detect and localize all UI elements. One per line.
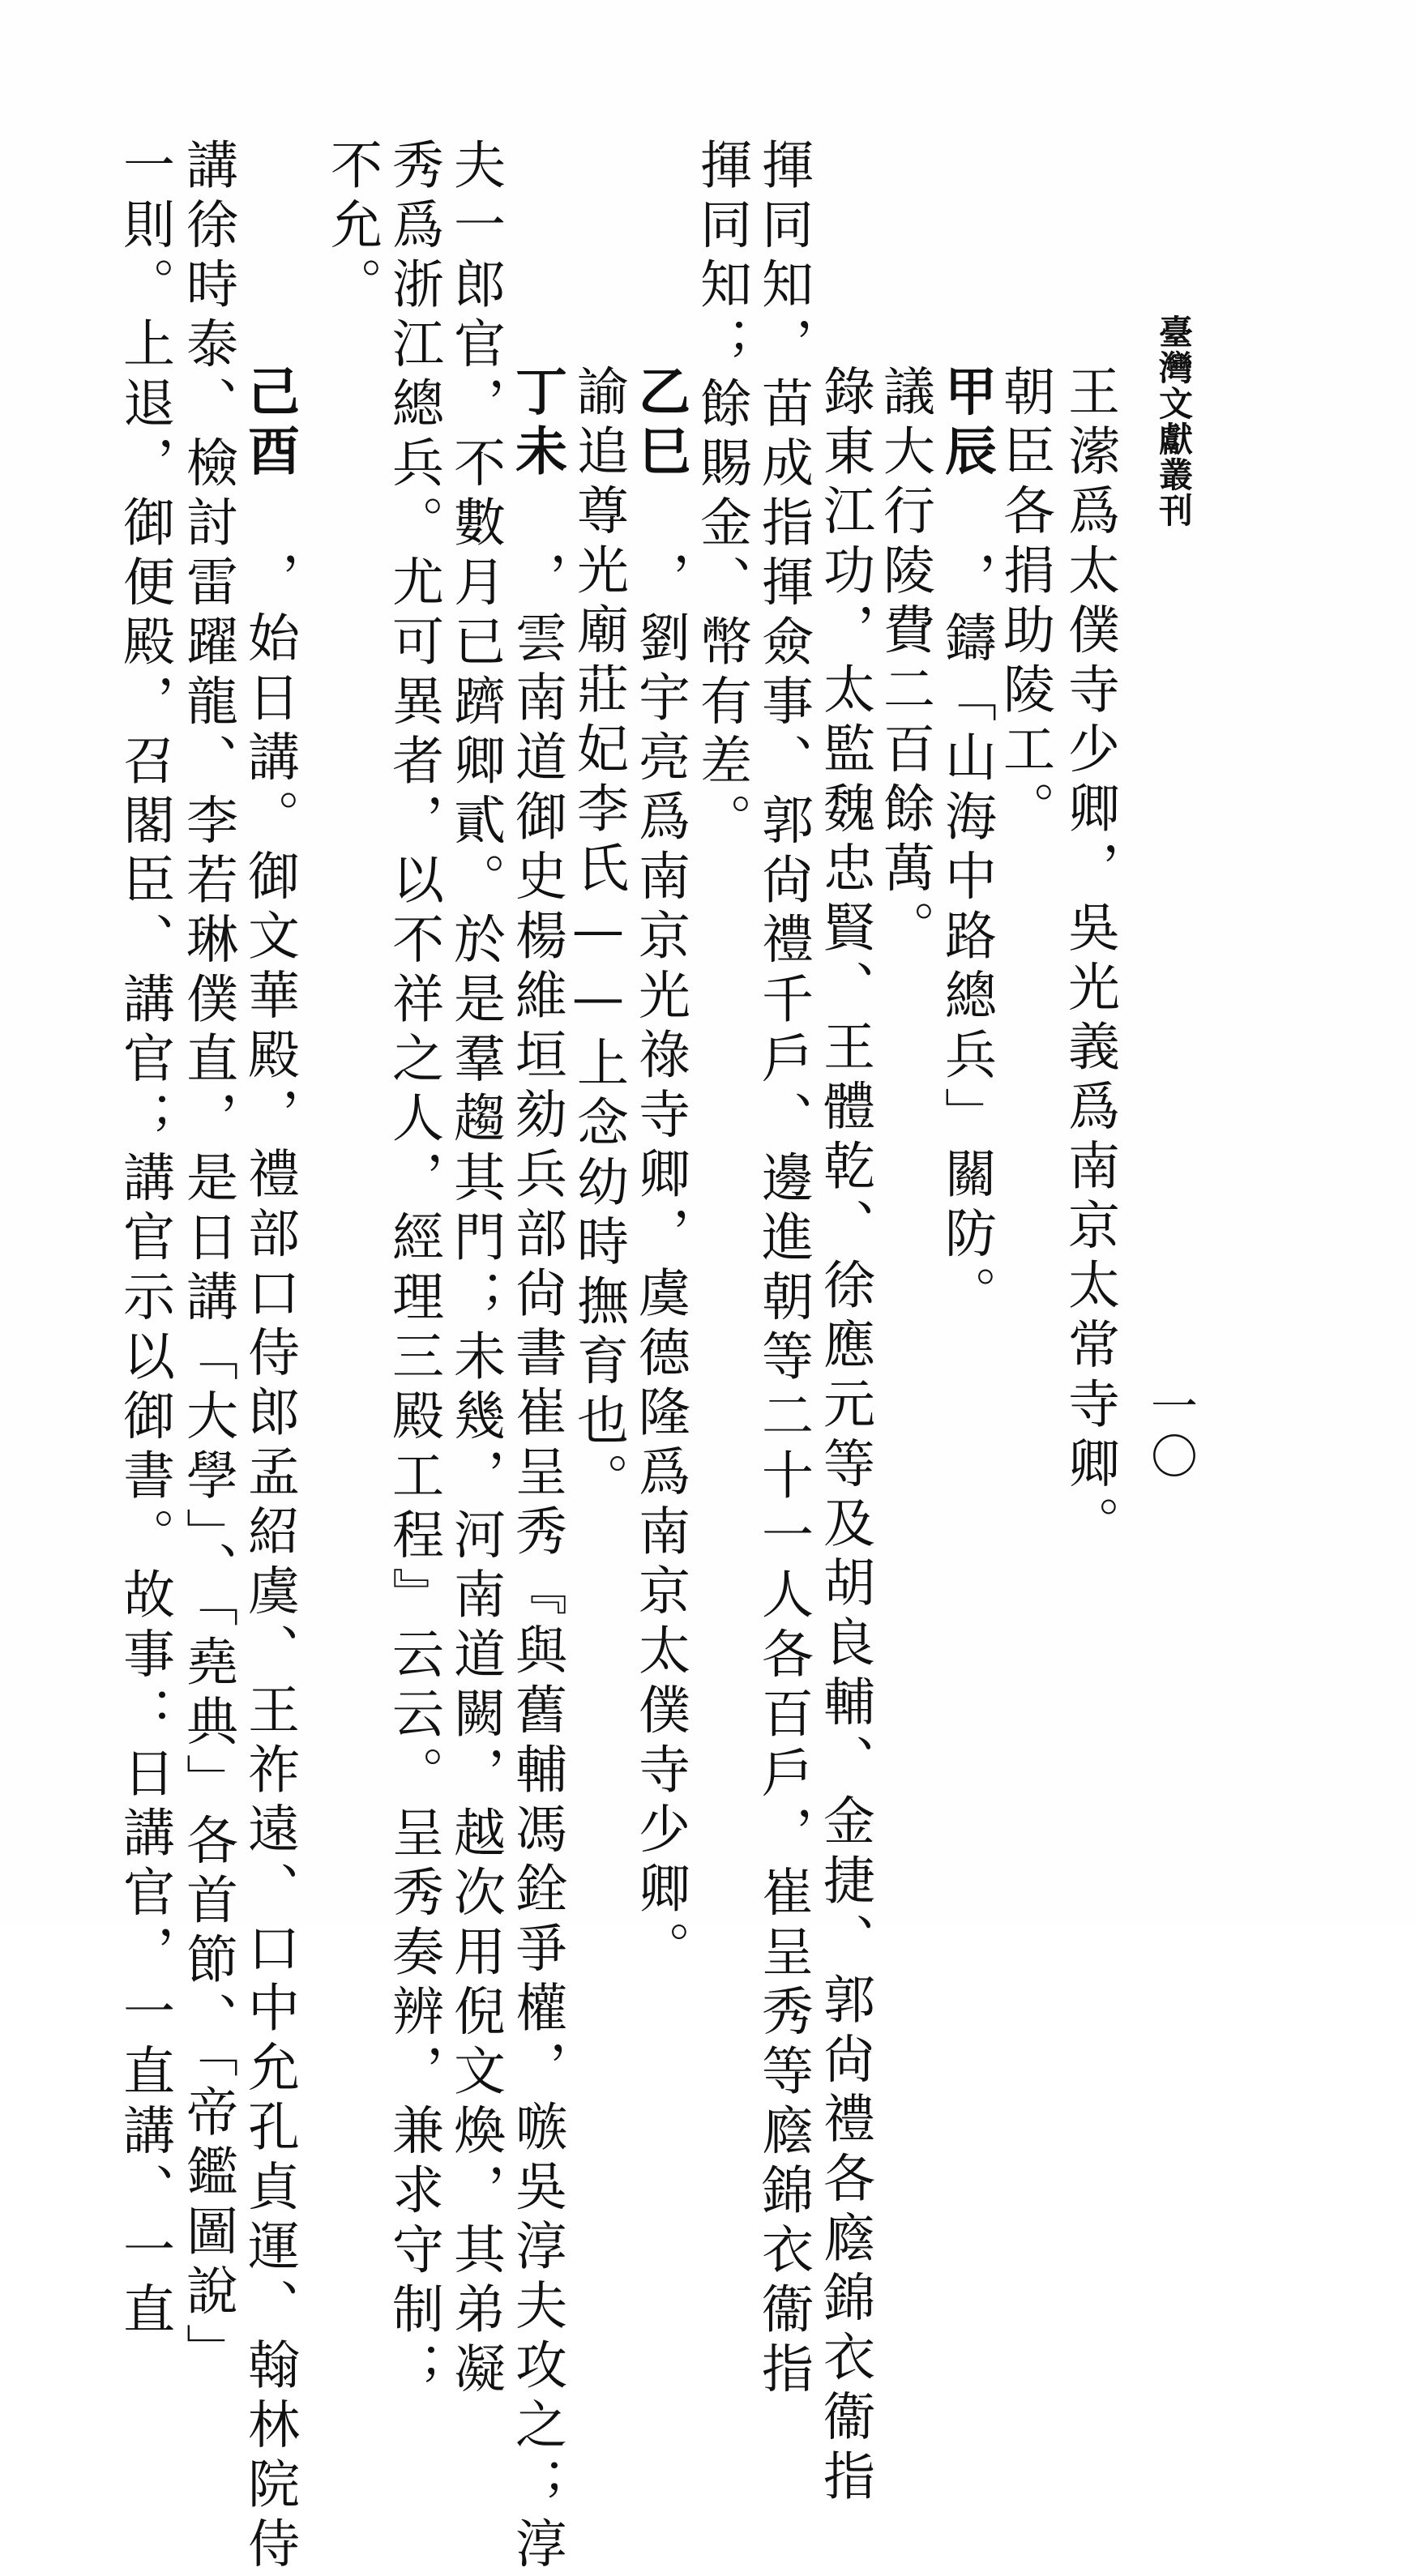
text-column-15 [177,138,237,2383]
column-text: ，始日講。御文華殿，禮部口侍郎孟紹虞、王祚遠、口中允孔貞運、翰林院侍 [239,551,299,2576]
column-text: ，鑄「山海中路總兵」關防。 [936,551,996,1326]
text-column-2 [994,216,1054,841]
date-label: 乙巳 [630,364,690,484]
page-number: 一〇 [1143,1382,1198,1482]
text-column-3 [936,216,997,1326]
document-header-title: 臺灣文獻叢刊 [1154,314,1194,528]
column-text: 朝臣各捐助陵工。 [994,364,1054,841]
text-column-1 [1059,216,1119,1556]
column-text: 一則。上退，御便殿，召閣臣、講官；講官示以御書。故事：日講官，一直講、一直 [114,138,174,2342]
text-column-12 [383,138,443,2401]
text-column-10 [507,216,567,2576]
date-label: 甲辰 [936,364,997,484]
column-text: ，雲南道御史楊維垣劾兵部尙書崔呈秀『與舊輔馮銓爭權，嗾吳淳夫攻之；淳 [507,551,566,2576]
text-column-7 [691,138,751,852]
column-text: 秀爲浙江總兵。尤可異者，以不祥之人，經理三殿工程』云云。呈秀奏辨，兼求守制； [383,138,443,2401]
column-text: 錄東江功，太監魏忠賢、王體乾、徐應元等及胡良輔、金捷、郭尙禮各廕錦衣衞指 [814,364,874,2509]
text-column-11 [445,138,505,2401]
text-column-5 [814,216,874,2509]
text-column-16 [114,138,174,2342]
text-column-6 [753,138,813,2401]
column-text: 揮同知，苗成指揮僉事、郭尙禮千戶、邊進朝等二十一人各百戶，崔呈秀等廕錦衣衞指 [753,138,813,2401]
column-text: 講徐時泰、檢討雷躍龍、李若琳僕直，是日講「大學」、「堯典」各首節、「帝鑑圖說」 [177,138,237,2383]
column-text: 議大行陵費二百餘萬。 [874,364,934,960]
column-text: 夫一郎官，不數月已躋卿貳。於是羣趨其門；未幾，河南道闕，越次用倪文煥，其弟凝 [445,138,505,2401]
column-text: 揮同知；餘賜金、幣有差。 [691,138,751,852]
date-label: 丁未 [507,364,567,484]
text-column-14 [239,216,300,2576]
column-text: 諭追尊光廟莊妃李氏——上念幼時撫育也。 [568,364,628,1512]
text-column-4 [874,216,934,960]
text-column-9 [568,216,628,1512]
column-text: ，劉宇亮爲南京光祿寺卿，虞德隆爲南京太僕寺少卿。 [630,551,690,1980]
date-label: 己酉 [239,364,300,484]
text-column-8 [630,216,690,1980]
column-text: 不允。 [322,138,382,317]
column-text: 王潆爲太僕寺少卿，吳光義爲南京太常寺卿。 [1059,364,1119,1556]
text-column-13 [322,138,382,317]
